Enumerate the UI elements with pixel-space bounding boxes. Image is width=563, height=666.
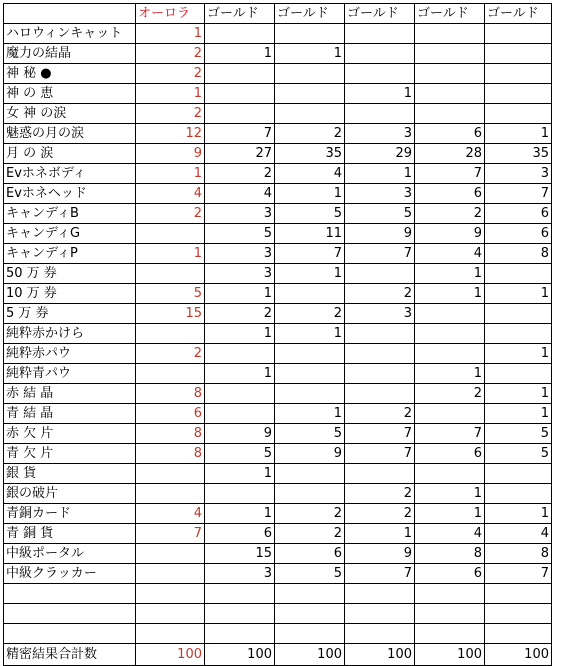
gold-count-cell[interactable] [415, 604, 485, 624]
gold-count-cell[interactable] [485, 24, 552, 44]
gold-count-cell[interactable] [275, 384, 345, 404]
table-row [4, 264, 552, 284]
total-value-cell[interactable]: 100 [205, 644, 275, 666]
gold-count-cell[interactable]: 2 [345, 484, 415, 504]
gold-count-cell[interactable]: 2 [205, 164, 275, 184]
gold-count-cell[interactable]: 7 [345, 424, 415, 444]
gold-count-cell[interactable] [275, 344, 345, 364]
item-name-cell[interactable]: 銀 貨 [4, 464, 136, 484]
table-row [4, 584, 552, 604]
gold-count-cell[interactable] [205, 384, 275, 404]
item-name-cell[interactable]: 10 万 券 [4, 284, 136, 304]
gold-count-cell[interactable] [275, 484, 345, 504]
item-name-cell[interactable]: ハロウィンキャット [4, 24, 136, 44]
gold-count-cell[interactable]: 2 [345, 404, 415, 424]
gold-count-cell[interactable]: 6 [415, 444, 485, 464]
gold-count-cell[interactable]: 1 [485, 504, 552, 524]
item-name-cell[interactable]: キャンディB [4, 204, 136, 224]
item-name-cell[interactable] [4, 624, 136, 644]
gold-count-cell[interactable] [345, 624, 415, 644]
gold-count-cell[interactable]: 9 [205, 424, 275, 444]
gold-count-cell[interactable] [415, 344, 485, 364]
aurora-count-cell[interactable]: 5 [136, 284, 205, 304]
gold-count-cell[interactable] [485, 84, 552, 104]
aurora-count-cell[interactable]: 1 [136, 244, 205, 264]
gold-count-cell[interactable]: 1 [275, 44, 345, 64]
gold-count-cell[interactable]: 4 [485, 524, 552, 544]
item-name-cell[interactable]: 神 秘 ● [4, 64, 136, 84]
gold-count-cell[interactable]: 7 [345, 244, 415, 264]
gold-count-cell[interactable] [345, 324, 415, 344]
gold-count-cell[interactable] [485, 584, 552, 604]
table-row [4, 244, 552, 264]
aurora-count-cell[interactable]: 15 [136, 304, 205, 324]
item-name-cell[interactable]: 銀の破片 [4, 484, 136, 504]
gold-count-cell[interactable]: 9 [345, 224, 415, 244]
gold-count-cell[interactable] [345, 584, 415, 604]
gold-count-cell[interactable] [205, 404, 275, 424]
gold-count-cell[interactable]: 3 [205, 564, 275, 584]
gold-count-cell[interactable]: 5 [345, 204, 415, 224]
header-row [4, 4, 552, 24]
aurora-count-cell[interactable]: 7 [136, 524, 205, 544]
aurora-count-cell[interactable]: 4 [136, 504, 205, 524]
gold-count-cell[interactable] [485, 104, 552, 124]
table-row [4, 384, 552, 404]
table-row [4, 164, 552, 184]
table-row [4, 104, 552, 124]
aurora-count-cell[interactable]: 8 [136, 384, 205, 404]
aurora-count-cell[interactable] [136, 364, 205, 384]
gold-count-cell[interactable] [485, 624, 552, 644]
table-row [4, 64, 552, 84]
gold-count-cell[interactable]: 3 [345, 184, 415, 204]
gold-count-cell[interactable]: 4 [415, 244, 485, 264]
item-name-cell[interactable] [4, 584, 136, 604]
table-row [4, 564, 552, 584]
gold-count-cell[interactable]: 7 [345, 564, 415, 584]
table-row [4, 424, 552, 444]
gold-count-cell[interactable]: 5 [205, 224, 275, 244]
gold-count-cell[interactable]: 2 [275, 524, 345, 544]
aurora-count-cell[interactable]: 2 [136, 64, 205, 84]
gold-count-cell[interactable]: 3 [485, 164, 552, 184]
gold-count-cell[interactable] [345, 104, 415, 124]
gold-count-cell[interactable]: 2 [415, 204, 485, 224]
table-row [4, 224, 552, 244]
gold-count-cell[interactable]: 3 [205, 204, 275, 224]
gold-count-cell[interactable]: 5 [205, 444, 275, 464]
gold-count-cell[interactable] [485, 464, 552, 484]
table-row [4, 84, 552, 104]
gold-count-cell[interactable]: 4 [415, 524, 485, 544]
gold-count-cell[interactable]: 1 [415, 504, 485, 524]
gold-count-cell[interactable]: 1 [205, 464, 275, 484]
gold-count-cell[interactable] [275, 584, 345, 604]
gold-count-cell[interactable] [415, 24, 485, 44]
gold-count-cell[interactable] [205, 624, 275, 644]
table-row [4, 604, 552, 624]
aurora-count-cell[interactable]: 1 [136, 84, 205, 104]
gold-count-cell[interactable]: 1 [275, 404, 345, 424]
gold-count-cell[interactable] [205, 484, 275, 504]
item-name-cell[interactable]: 魔力の結晶 [4, 44, 136, 64]
gold-count-cell[interactable]: 1 [345, 164, 415, 184]
gold-count-cell[interactable]: 8 [485, 544, 552, 564]
total-value-cell[interactable]: 100 [275, 644, 345, 666]
gold-count-cell[interactable]: 4 [205, 184, 275, 204]
gold-count-cell[interactable]: 1 [485, 404, 552, 424]
table-row [4, 344, 552, 364]
gold-count-cell[interactable] [205, 64, 275, 84]
gold-count-cell[interactable]: 35 [275, 144, 345, 164]
aurora-count-cell[interactable] [136, 264, 205, 284]
gold-count-cell[interactable] [205, 84, 275, 104]
gold-count-cell[interactable]: 1 [485, 124, 552, 144]
aurora-count-cell[interactable] [136, 544, 205, 564]
table-row [4, 464, 552, 484]
gold-count-cell[interactable] [485, 264, 552, 284]
gold-count-cell[interactable]: 2 [275, 504, 345, 524]
gold-count-cell[interactable]: 5 [485, 444, 552, 464]
table-row [4, 144, 552, 164]
item-name-cell[interactable]: 純粋青パウ [4, 364, 136, 384]
item-name-cell[interactable]: キャンディG [4, 224, 136, 244]
gold-count-cell[interactable]: 1 [275, 324, 345, 344]
gold-count-cell[interactable] [415, 624, 485, 644]
gold-count-cell[interactable] [345, 604, 415, 624]
gold-count-cell[interactable]: 1 [345, 84, 415, 104]
gold-count-cell[interactable]: 1 [205, 44, 275, 64]
gold-count-cell[interactable] [415, 84, 485, 104]
item-name-cell[interactable]: 青 欠 片 [4, 444, 136, 464]
gold-count-cell[interactable] [345, 384, 415, 404]
gold-count-cell[interactable] [485, 484, 552, 504]
gold-count-cell[interactable]: 1 [345, 524, 415, 544]
item-name-cell[interactable]: 神 の 恵 [4, 84, 136, 104]
aurora-count-cell[interactable] [136, 324, 205, 344]
gold-count-cell[interactable]: 1 [485, 284, 552, 304]
gold-count-cell[interactable] [485, 604, 552, 624]
table-row [4, 124, 552, 144]
gold-count-cell[interactable]: 6 [485, 224, 552, 244]
gold-count-cell[interactable] [415, 304, 485, 324]
gold-count-cell[interactable]: 9 [275, 444, 345, 464]
gold-count-cell[interactable]: 1 [275, 184, 345, 204]
gold-count-cell[interactable]: 1 [415, 484, 485, 504]
aurora-count-cell[interactable]: 2 [136, 44, 205, 64]
gold-count-cell[interactable]: 1 [275, 264, 345, 284]
item-name-cell[interactable] [4, 604, 136, 624]
gold-count-cell[interactable] [275, 624, 345, 644]
gold-count-cell[interactable]: 28 [415, 144, 485, 164]
gold-count-cell[interactable] [415, 404, 485, 424]
aurora-count-cell[interactable] [136, 464, 205, 484]
gold-count-cell[interactable]: 6 [415, 124, 485, 144]
gold-count-cell[interactable]: 2 [205, 304, 275, 324]
gold-count-cell[interactable]: 6 [485, 204, 552, 224]
table-row [4, 444, 552, 464]
aurora-count-cell[interactable]: 9 [136, 144, 205, 164]
gold-count-cell[interactable] [415, 324, 485, 344]
total-row [4, 644, 552, 666]
gold-count-cell[interactable]: 1 [205, 364, 275, 384]
gold-count-cell[interactable] [415, 104, 485, 124]
aurora-count-cell[interactable]: 1 [136, 24, 205, 44]
column-header-cell[interactable]: ゴールド [345, 4, 415, 24]
total-value-cell[interactable]: 100 [485, 644, 552, 666]
table-row [4, 24, 552, 44]
gold-count-cell[interactable] [275, 284, 345, 304]
item-name-cell[interactable]: Evホネヘッド [4, 184, 136, 204]
table-row [4, 204, 552, 224]
gold-count-cell[interactable] [485, 44, 552, 64]
gold-count-cell[interactable]: 2 [275, 304, 345, 324]
item-name-cell[interactable]: 純粋赤パウ [4, 344, 136, 364]
gold-count-cell[interactable]: 9 [415, 224, 485, 244]
gold-count-cell[interactable]: 2 [345, 504, 415, 524]
total-value-cell[interactable]: 100 [415, 644, 485, 666]
aurora-count-cell[interactable] [136, 224, 205, 244]
gold-count-cell[interactable] [345, 344, 415, 364]
table-row [4, 504, 552, 524]
aurora-count-cell[interactable] [136, 584, 205, 604]
item-name-cell[interactable]: 50 万 券 [4, 264, 136, 284]
table-row [4, 524, 552, 544]
spreadsheet-grid [3, 3, 552, 666]
gold-count-cell[interactable] [345, 64, 415, 84]
gold-count-cell[interactable]: 5 [275, 204, 345, 224]
gold-count-cell[interactable] [485, 364, 552, 384]
gold-count-cell[interactable] [275, 364, 345, 384]
item-name-cell[interactable]: 純粋赤かけら [4, 324, 136, 344]
column-header-cell[interactable]: ゴールド [415, 4, 485, 24]
gold-count-cell[interactable]: 8 [485, 244, 552, 264]
aurora-count-cell[interactable]: 1 [136, 164, 205, 184]
item-name-cell[interactable]: 中級ポータル [4, 544, 136, 564]
aurora-count-cell[interactable]: 6 [136, 404, 205, 424]
item-name-cell[interactable]: Evホネボディ [4, 164, 136, 184]
table-row [4, 484, 552, 504]
aurora-count-cell[interactable]: 2 [136, 204, 205, 224]
gold-count-cell[interactable]: 3 [205, 264, 275, 284]
gold-count-cell[interactable] [275, 104, 345, 124]
total-value-cell[interactable]: 100 [345, 644, 415, 666]
aurora-count-cell[interactable]: 8 [136, 424, 205, 444]
aurora-count-cell[interactable] [136, 604, 205, 624]
column-header-cell[interactable]: ゴールド [205, 4, 275, 24]
total-value-cell[interactable]: 100 [136, 644, 205, 666]
gold-count-cell[interactable] [205, 604, 275, 624]
gold-count-cell[interactable]: 2 [415, 384, 485, 404]
aurora-count-cell[interactable]: 2 [136, 104, 205, 124]
gold-count-cell[interactable] [415, 464, 485, 484]
gold-count-cell[interactable] [345, 264, 415, 284]
gold-count-cell[interactable]: 8 [415, 544, 485, 564]
item-name-cell[interactable]: 月 の 涙 [4, 144, 136, 164]
aurora-count-cell[interactable] [136, 624, 205, 644]
gold-count-cell[interactable]: 1 [485, 384, 552, 404]
total-label-cell[interactable]: 精密結果合計数 [4, 644, 136, 666]
table-row [4, 304, 552, 324]
gold-count-cell[interactable] [205, 104, 275, 124]
aurora-count-cell[interactable]: 12 [136, 124, 205, 144]
item-name-cell[interactable]: 5 万 券 [4, 304, 136, 324]
gold-count-cell[interactable]: 3 [345, 124, 415, 144]
table-row [4, 364, 552, 384]
gold-count-cell[interactable]: 11 [275, 224, 345, 244]
gold-count-cell[interactable] [345, 24, 415, 44]
gold-count-cell[interactable]: 5 [275, 424, 345, 444]
table-row [4, 404, 552, 424]
gold-count-cell[interactable]: 29 [345, 144, 415, 164]
aurora-count-cell[interactable]: 8 [136, 444, 205, 464]
gold-count-cell[interactable]: 7 [485, 564, 552, 584]
aurora-count-cell[interactable] [136, 484, 205, 504]
gold-count-cell[interactable] [345, 364, 415, 384]
gold-count-cell[interactable] [205, 584, 275, 604]
table-row [4, 184, 552, 204]
gold-count-cell[interactable] [275, 64, 345, 84]
gold-count-cell[interactable]: 1 [205, 284, 275, 304]
gold-count-cell[interactable] [275, 464, 345, 484]
gold-count-cell[interactable] [205, 24, 275, 44]
gold-count-cell[interactable]: 1 [485, 344, 552, 364]
gold-count-cell[interactable]: 27 [205, 144, 275, 164]
gold-count-cell[interactable] [205, 344, 275, 364]
item-name-cell[interactable]: 魅惑の月の涙 [4, 124, 136, 144]
gold-count-cell[interactable]: 5 [275, 564, 345, 584]
gold-count-cell[interactable]: 6 [415, 564, 485, 584]
header-corner-cell[interactable] [4, 4, 136, 24]
gold-count-cell[interactable]: 2 [275, 124, 345, 144]
table-row [4, 624, 552, 644]
aurora-count-cell[interactable] [136, 564, 205, 584]
item-name-cell[interactable]: 中級クラッカー [4, 564, 136, 584]
column-header-cell[interactable]: ゴールド [275, 4, 345, 24]
item-name-cell[interactable]: キャンディP [4, 244, 136, 264]
gold-count-cell[interactable] [485, 324, 552, 344]
gold-count-cell[interactable]: 7 [205, 124, 275, 144]
gold-count-cell[interactable] [485, 64, 552, 84]
gold-count-cell[interactable]: 1 [205, 324, 275, 344]
aurora-count-cell[interactable]: 4 [136, 184, 205, 204]
gold-count-cell[interactable]: 1 [415, 264, 485, 284]
item-name-cell[interactable]: 赤 欠 片 [4, 424, 136, 444]
gold-count-cell[interactable] [415, 64, 485, 84]
gold-count-cell[interactable] [345, 464, 415, 484]
column-header-cell[interactable]: オーロラ [136, 4, 205, 24]
table-row [4, 324, 552, 344]
gold-count-cell[interactable] [415, 44, 485, 64]
item-name-cell[interactable]: 青 銅 貨 [4, 524, 136, 544]
item-name-cell[interactable]: 赤 結 晶 [4, 384, 136, 404]
gold-count-cell[interactable]: 35 [485, 144, 552, 164]
gold-count-cell[interactable]: 7 [415, 164, 485, 184]
gold-count-cell[interactable] [275, 84, 345, 104]
gold-count-cell[interactable]: 1 [415, 364, 485, 384]
gold-count-cell[interactable] [485, 304, 552, 324]
gold-count-cell[interactable]: 1 [205, 504, 275, 524]
gold-count-cell[interactable]: 3 [205, 244, 275, 264]
gold-count-cell[interactable] [275, 604, 345, 624]
gold-count-cell[interactable]: 3 [345, 304, 415, 324]
gold-count-cell[interactable]: 5 [485, 424, 552, 444]
gold-count-cell[interactable]: 9 [345, 544, 415, 564]
table-row [4, 544, 552, 564]
item-name-cell[interactable]: 青銅カード [4, 504, 136, 524]
gold-count-cell[interactable]: 6 [205, 524, 275, 544]
gold-count-cell[interactable]: 4 [275, 164, 345, 184]
gold-count-cell[interactable]: 15 [205, 544, 275, 564]
gold-count-cell[interactable]: 7 [415, 424, 485, 444]
gold-count-cell[interactable] [345, 44, 415, 64]
aurora-count-cell[interactable]: 2 [136, 344, 205, 364]
item-name-cell[interactable]: 女 神 の涙 [4, 104, 136, 124]
gold-count-cell[interactable] [275, 24, 345, 44]
gold-count-cell[interactable]: 6 [275, 544, 345, 564]
table-row [4, 284, 552, 304]
table-row [4, 44, 552, 64]
gold-count-cell[interactable]: 7 [345, 444, 415, 464]
gold-count-cell[interactable]: 7 [485, 184, 552, 204]
gold-count-cell[interactable]: 2 [345, 284, 415, 304]
gold-count-cell[interactable] [415, 584, 485, 604]
gold-count-cell[interactable]: 6 [415, 184, 485, 204]
item-name-cell[interactable]: 青 結 晶 [4, 404, 136, 424]
gold-count-cell[interactable]: 7 [275, 244, 345, 264]
column-header-cell[interactable]: ゴールド [485, 4, 552, 24]
gold-count-cell[interactable]: 1 [415, 284, 485, 304]
